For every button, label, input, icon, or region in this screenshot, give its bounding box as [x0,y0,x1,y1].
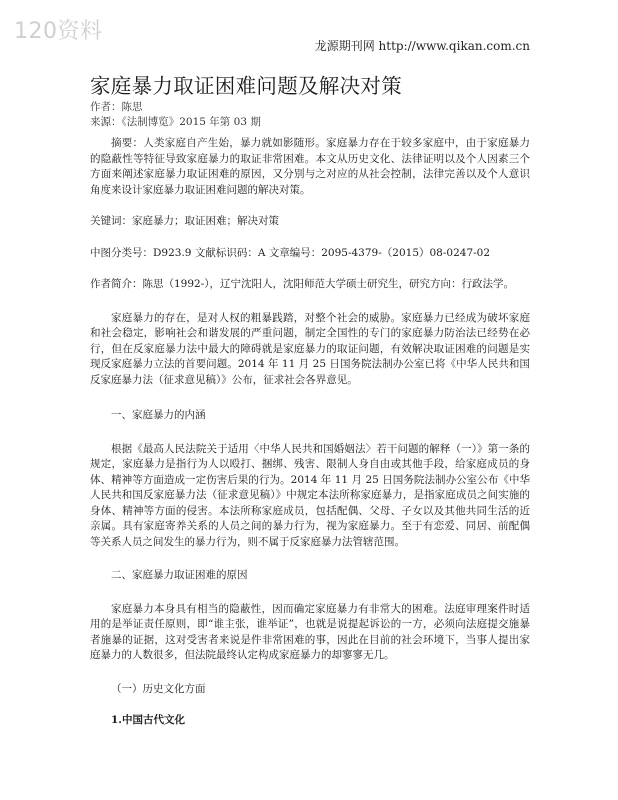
section-2-heading: 二、家庭暴力取证困难的原因 [111,569,248,581]
watermark: 120资料 [14,19,103,44]
author-bio: 作者简介：陈思（1992-），辽宁沈阳人，沈阳师范大学硕士研究生，研究方向：行政法学。 [90,278,515,290]
article-title: 家庭暴力取证困难问题及解决对策 [90,74,402,98]
section-1-heading: 一、家庭暴力的内涵 [111,409,206,421]
subsubsection-1-heading: 1.中国古代文化 [111,714,185,726]
classification: 中图分类号：D923.9 文献标识码：A 文章编号：2095-4379-（2015）08-0247-02 [90,246,491,259]
abstract: 摘要：人类家庭自产生始，暴力就如影随形。家庭暴力存在于较多家庭中，由于家庭暴力的隐蔽性等特征导致家庭暴力的取证非常困难。本文从历史文化、法律证明以及个人因素三个方面来阐述家庭暴力取证困难的原因，又分别与之对应的从社会控制，法律完善以及个人意识角度来设计家庭暴力取证困难问题的解决对策。 [90,137,530,196]
author-line: 作者：陈思 [90,101,143,113]
article [90,72,530,729]
source-line: 来源：《法制博览》2015 年第 03 期 [90,116,261,128]
intro-paragraph: 家庭暴力的存在，是对人权的粗暴践踏，对整个社会的威胁。家庭暴力已经成为破坏家庭和社会稳定，影响社会和谐发展的严重问题，制定全国性的专门的家庭暴力防治法已经势在必行，但在反家庭暴力法中最大的障碍就是家庭暴力的取证问题，有效解决取证困难的问题是实现反家庭暴力立法的首要问题。2014 年 11 月 25 日国务院法制办公室已将《中华人民共和国反家庭暴力法（征求意见稿）》公布，征求社会各界意见。 [90,311,530,386]
source-site-header: 龙源期刊网 http://www.qikan.com.cn [314,39,530,53]
section-1-body: 根据《最高人民法院关于适用〈中华人民共和国婚姻法〉若干问题的解释（一）》第一条的规定，家庭暴力是指行为人以殴打、捆绑、残害、限制人身自由或其他手段，给家庭成员的身体、精神等方面造成一定伤害后果的行为。2014 年 11 月 25 日国务院法制办公室公布《中华人民共和国反家庭暴力法（征求意见稿）》中规定本法所称家庭暴力，是指家庭成员之间实施的身体、精神等方面的侵害。本法所称家庭成员，包括配偶、父母、子女以及其他共同生活的近亲属。具有家庭寄养关系的人员之间的暴力行为，视为家庭暴力。至于有恋爱、同居、前配偶等关系人员之间发生的暴力行为，则不属于反家庭暴力法管辖范围。 [90,442,530,548]
keywords: 关键词：家庭暴力；取证困难；解决对策 [90,215,279,227]
section-2-body: 家庭暴力本身具有相当的隐蔽性，因而确定家庭暴力有非常大的困难。法庭审理案件时适用的是举证责任原则，即“谁主张，谁举证”，也就是说提起诉讼的一方，必须向法庭提交施暴者施暴的证据，这对受害者来说是件非常困难的事，因此在目前的社会环境下，当事人提出家庭暴力的人数很多，但法院最终认定构成家庭暴力的却寥寥无几。 [90,602,530,661]
subsection-1-heading: （一）历史文化方面 [111,682,206,695]
